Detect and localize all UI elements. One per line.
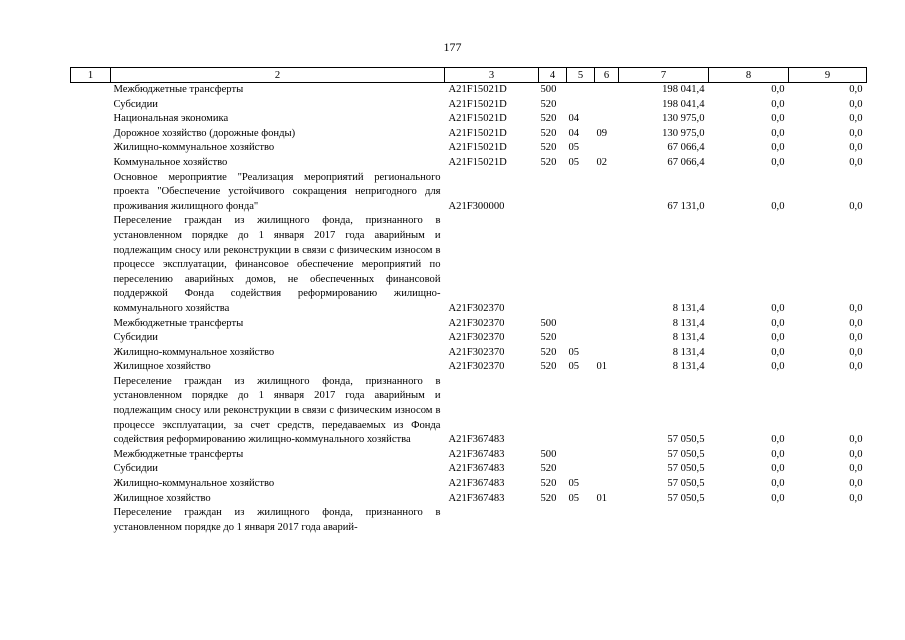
row-number-cell [71, 317, 111, 332]
table-body [71, 83, 867, 536]
amount-col8: 0,0 [771, 463, 785, 475]
section [567, 171, 595, 215]
subsection [595, 346, 619, 361]
amount-col9: 0,0 [849, 98, 863, 110]
target-code: A21F15021D [448, 84, 507, 95]
amount-col9: 0,0 [849, 156, 863, 168]
expense-type: 520 [540, 332, 557, 344]
amount-col9: 0,0 [849, 302, 863, 314]
amount-col8: 0,0 [771, 317, 785, 329]
expense-type [539, 171, 567, 215]
table-row [71, 141, 867, 156]
section [567, 98, 595, 113]
subsection [595, 141, 619, 156]
section [567, 83, 595, 98]
col-header-7: 7 [619, 68, 709, 83]
amount-col9: 0,0 [849, 127, 863, 139]
amount-col8: 0,0 [771, 434, 785, 446]
subsection [595, 448, 619, 463]
amount-col9: 0,0 [849, 361, 863, 373]
row-number-cell [71, 141, 111, 156]
item-name: Жилищно-коммунальное хозяйство [113, 478, 275, 490]
item-name: Переселение граждан из жилищного фонда, признанного в установленном порядке до 1 января 2017 года аварийным и подлежащим сносу или реконструкции в связи с физическим износом в процессе эксплуатации, за счет средств, передаваемых из Фонда содействия реформированию жилищно-коммунального хозяйства [113, 375, 441, 446]
expense-type: 500 [540, 84, 557, 95]
section: 05 [568, 492, 580, 504]
amount-col7: 8 131,4 [672, 346, 705, 358]
target-code: A21F15021D [448, 113, 507, 125]
target-code: A21F367483 [448, 492, 505, 504]
table-row [71, 214, 867, 316]
amount-col7: 67 066,4 [667, 156, 705, 168]
amount-col7: 57 050,5 [667, 463, 705, 475]
subsection: 01 [596, 361, 608, 373]
expense-type: 520 [540, 492, 557, 504]
amount-col7: 198 041,4 [662, 98, 705, 110]
target-code: A21F15021D [448, 156, 507, 168]
item-name: Межбюджетные трансферты [113, 317, 244, 329]
row-number-cell [71, 127, 111, 142]
page-number: 177 [443, 40, 462, 54]
amount-col8: 0,0 [771, 156, 785, 168]
amount-col9: 0,0 [849, 113, 863, 125]
expense-type: 520 [540, 478, 557, 490]
row-number-cell [71, 492, 111, 507]
table-row [71, 171, 867, 215]
section [567, 462, 595, 477]
amount-col8: 0,0 [771, 84, 785, 95]
section: 05 [568, 346, 580, 358]
amount-col8: 0,0 [771, 302, 785, 314]
amount-col8 [709, 506, 789, 535]
header-row [71, 68, 867, 83]
amount-col8: 0,0 [771, 332, 785, 344]
amount-col7: 67 131,0 [667, 200, 705, 212]
section [567, 375, 595, 448]
section: 05 [568, 142, 580, 154]
amount-col9: 0,0 [849, 478, 863, 490]
section [567, 331, 595, 346]
budget-table [70, 67, 867, 535]
target-code: A21F302370 [448, 346, 505, 358]
target-code: A21F302370 [448, 317, 505, 329]
col-header-5: 5 [567, 68, 595, 83]
row-number-cell [71, 156, 111, 171]
item-name: Жилищно-коммунальное хозяйство [113, 346, 275, 358]
subsection [595, 506, 619, 535]
item-name: Основное мероприятие "Реализация мероприятий регионального проекта "Обеспечение устойчивого сокращения непригодного для проживания жилищного фонда" [113, 171, 441, 212]
subsection [595, 214, 619, 316]
subsection: 01 [596, 492, 608, 504]
amount-col8: 0,0 [771, 127, 785, 139]
amount-col8: 0,0 [771, 478, 785, 490]
amount-col9: 0,0 [849, 332, 863, 344]
amount-col8: 0,0 [771, 492, 785, 504]
target-code: A21F367483 [448, 434, 505, 446]
amount-col9: 0,0 [849, 463, 863, 475]
row-number-cell [71, 506, 111, 535]
amount-col7: 8 131,4 [672, 332, 705, 344]
amount-col9: 0,0 [849, 346, 863, 358]
item-name: Межбюджетные трансферты [113, 84, 244, 95]
expense-type: 520 [540, 98, 557, 110]
table-row [71, 462, 867, 477]
amount-col9: 0,0 [849, 492, 863, 504]
item-name: Национальная экономика [113, 113, 229, 125]
target-code: A21F302370 [448, 361, 505, 373]
expense-type: 500 [540, 448, 557, 460]
amount-col8: 0,0 [771, 346, 785, 358]
amount-col7: 8 131,4 [672, 361, 705, 373]
target-code: A21F15021D [448, 127, 507, 139]
row-number-cell [71, 214, 111, 316]
item-name: Жилищное хозяйство [113, 492, 211, 504]
section: 04 [568, 113, 580, 125]
amount-col7: 130 975,0 [662, 127, 705, 139]
item-name: Переселение граждан из жилищного фонда, признанного в установленном порядке до 1 января 2017 года аварий- [113, 507, 441, 533]
amount-col7: 57 050,5 [667, 492, 705, 504]
target-code: A21F367483 [448, 448, 505, 460]
amount-col7: 57 050,5 [667, 434, 705, 446]
row-number-cell [71, 477, 111, 492]
table-row [71, 98, 867, 113]
section: 05 [568, 361, 580, 373]
amount-col9: 0,0 [849, 84, 863, 95]
subsection [595, 98, 619, 113]
target-code: A21F302370 [448, 332, 505, 344]
table-row [71, 506, 867, 535]
amount-col8: 0,0 [771, 142, 785, 154]
col-header-2: 2 [111, 68, 445, 83]
amount-col7: 8 131,4 [672, 317, 705, 329]
section: 05 [568, 478, 580, 490]
row-number-cell [71, 83, 111, 98]
amount-col8: 0,0 [771, 361, 785, 373]
target-code: A21F300000 [448, 200, 505, 212]
table-row [71, 156, 867, 171]
amount-col7: 130 975,0 [662, 113, 705, 125]
amount-col9: 0,0 [849, 448, 863, 460]
amount-col7: 8 131,4 [672, 302, 705, 314]
target-code: A21F367483 [448, 463, 505, 475]
subsection [595, 317, 619, 332]
item-name: Дорожное хозяйство (дорожные фонды) [113, 127, 296, 139]
target-code: A21F15021D [448, 142, 507, 154]
section [567, 448, 595, 463]
item-name: Субсидии [113, 98, 158, 110]
amount-col9: 0,0 [849, 434, 863, 446]
subsection [595, 83, 619, 98]
item-name: Переселение граждан из жилищного фонда, признанного в установленном порядке до 1 января 2017 года аварийным и подлежащим сносу или реконструкции в связи с физическим износом в процессе эксплуатации, финансовое обеспечение мероприятий по переселению аварийных домов, не обеспеченных финансовой поддержкой Фонда содействия реформированию жилищно-коммунального хозяйства [113, 215, 441, 314]
expense-type [539, 375, 567, 448]
col-header-1: 1 [71, 68, 111, 83]
table-row [71, 331, 867, 346]
col-header-8: 8 [709, 68, 789, 83]
amount-col8: 0,0 [771, 448, 785, 460]
table-row [71, 360, 867, 375]
expense-type: 520 [540, 127, 557, 139]
item-name: Коммунальное хозяйство [113, 156, 228, 168]
amount-col7 [619, 506, 709, 535]
row-number-cell [71, 346, 111, 361]
table-row [71, 492, 867, 507]
row-number-cell [71, 448, 111, 463]
item-name: Жилищно-коммунальное хозяйство [113, 142, 275, 154]
subsection: 02 [596, 156, 608, 168]
amount-col7: 57 050,5 [667, 478, 705, 490]
amount-col7: 57 050,5 [667, 448, 705, 460]
table-row [71, 317, 867, 332]
amount-col8: 0,0 [771, 200, 785, 212]
col-header-9: 9 [789, 68, 867, 83]
section: 05 [568, 156, 580, 168]
row-number-cell [71, 360, 111, 375]
expense-type [539, 214, 567, 316]
row-number-cell [71, 331, 111, 346]
expense-type: 520 [540, 142, 557, 154]
amount-col9: 0,0 [849, 142, 863, 154]
target-code [445, 506, 539, 535]
amount-col9: 0,0 [849, 200, 863, 212]
expense-type: 520 [540, 463, 557, 475]
row-number-cell [71, 171, 111, 215]
table-row [71, 83, 867, 98]
table-row [71, 477, 867, 492]
col-header-3: 3 [445, 68, 539, 83]
table-row [71, 375, 867, 448]
section [567, 506, 595, 535]
item-name: Субсидии [113, 332, 158, 344]
subsection [595, 375, 619, 448]
section [567, 317, 595, 332]
subsection [595, 331, 619, 346]
expense-type: 520 [540, 156, 557, 168]
item-name: Жилищное хозяйство [113, 361, 211, 373]
expense-type [539, 506, 567, 535]
amount-col9 [789, 506, 867, 535]
row-number-cell [71, 375, 111, 448]
subsection [595, 477, 619, 492]
subsection: 09 [596, 127, 608, 139]
target-code: A21F15021D [448, 98, 507, 110]
table-row [71, 112, 867, 127]
amount-col8: 0,0 [771, 98, 785, 110]
expense-type: 520 [540, 361, 557, 373]
table-row [71, 346, 867, 361]
amount-col7: 67 066,4 [667, 142, 705, 154]
expense-type: 520 [540, 346, 557, 358]
row-number-cell [71, 98, 111, 113]
subsection [595, 112, 619, 127]
col-header-6: 6 [595, 68, 619, 83]
table-row [71, 127, 867, 142]
target-code: A21F367483 [448, 478, 505, 490]
row-number-cell [71, 112, 111, 127]
item-name: Межбюджетные трансферты [113, 448, 244, 460]
amount-col9: 0,0 [849, 317, 863, 329]
item-name: Субсидии [113, 463, 158, 475]
subsection [595, 462, 619, 477]
target-code: A21F302370 [448, 302, 505, 314]
section [567, 214, 595, 316]
amount-col8: 0,0 [771, 113, 785, 125]
table-row [71, 448, 867, 463]
row-number-cell [71, 462, 111, 477]
col-header-4: 4 [539, 68, 567, 83]
expense-type: 520 [540, 113, 557, 125]
subsection [595, 171, 619, 215]
expense-type: 500 [540, 317, 557, 329]
section: 04 [568, 127, 580, 139]
amount-col7: 198 041,4 [662, 84, 705, 95]
